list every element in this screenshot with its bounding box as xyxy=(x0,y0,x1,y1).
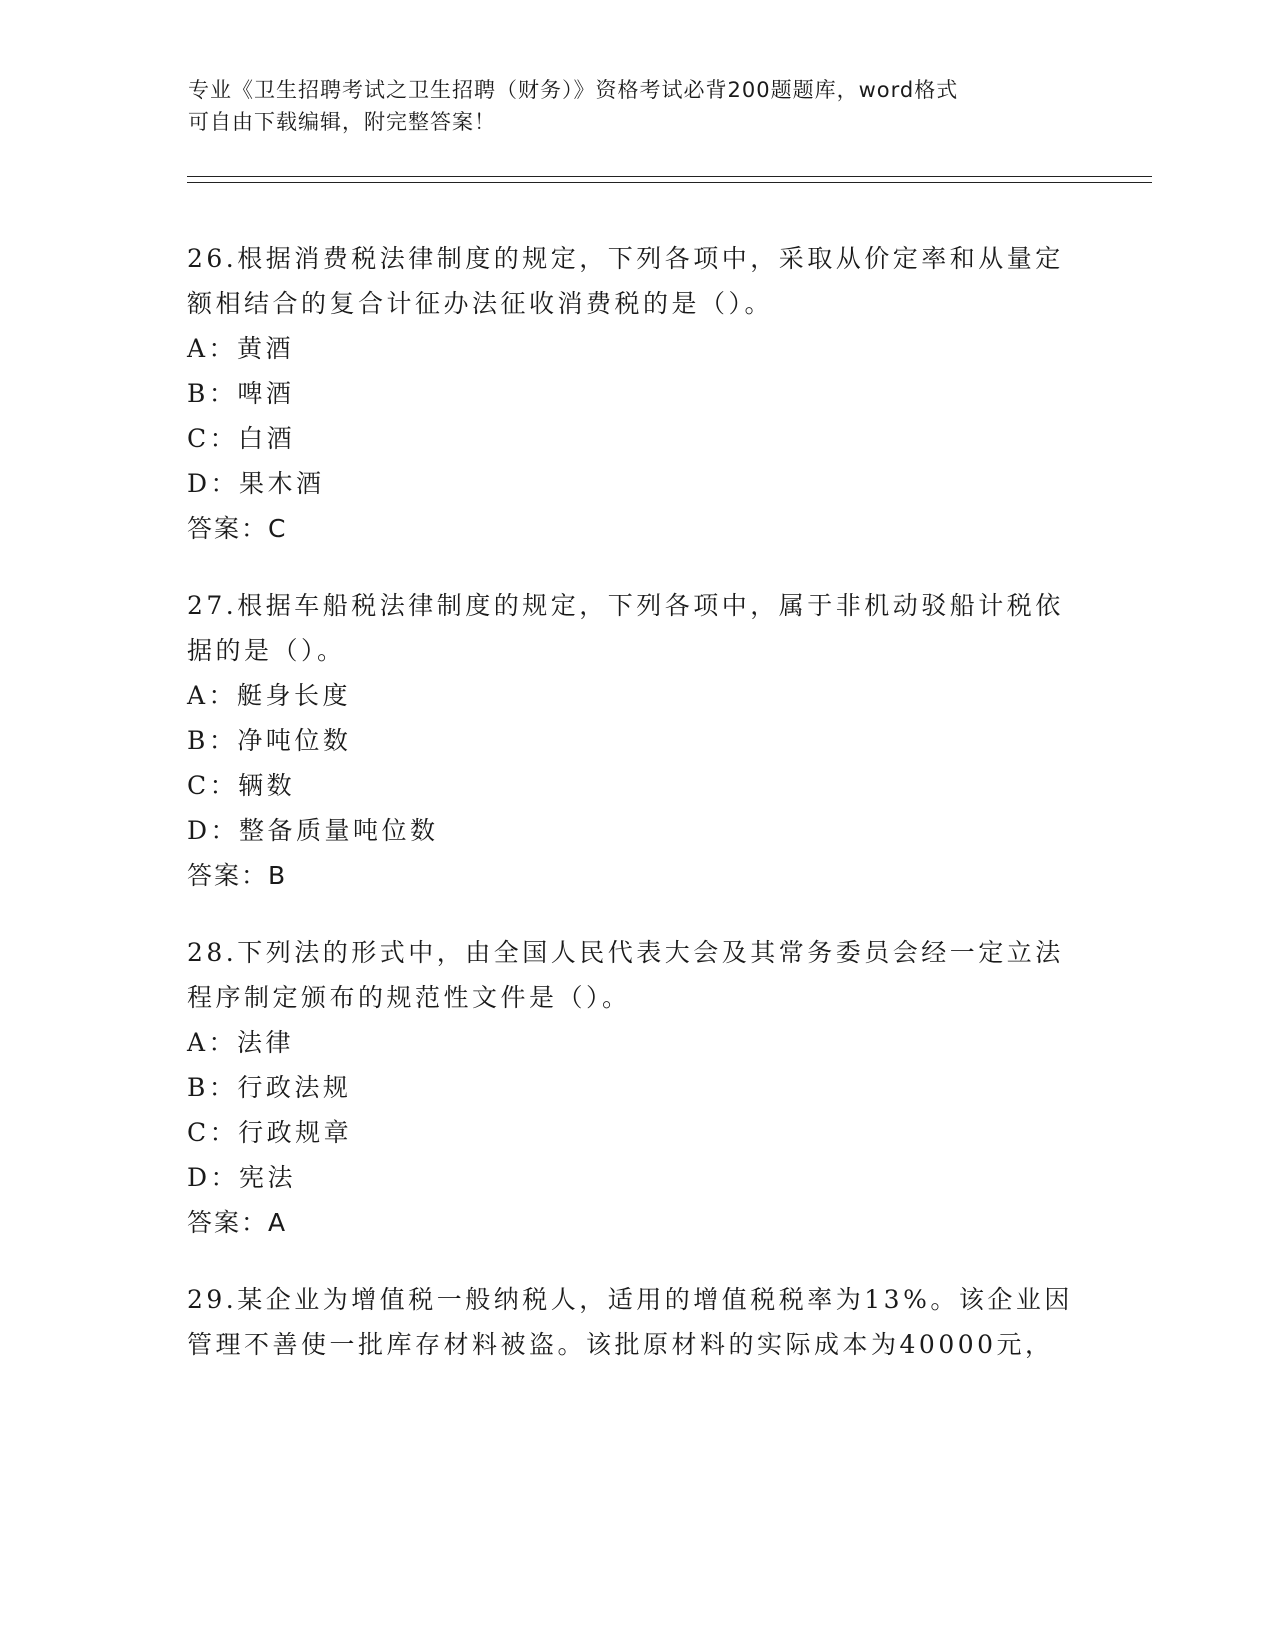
header-line-2: 可自由下载编辑，附完整答案！ xyxy=(188,110,496,134)
answer-line: 答案：B xyxy=(187,861,288,890)
option-b: B：啤酒 xyxy=(187,379,295,408)
option-a: A：法律 xyxy=(187,1028,295,1057)
header-line-1: 专业《卫生招聘考试之卫生招聘（财务）》资格考试必背200题题库，word格式 xyxy=(188,78,959,102)
question-text-line: 额相结合的复合计征办法征收消费税的是（）。 xyxy=(187,289,774,318)
question-27 xyxy=(187,583,1087,898)
header-divider-bottom xyxy=(187,182,1152,183)
option-a: A：黄酒 xyxy=(187,334,295,363)
question-text-line: 程序制定颁布的规范性文件是（）。 xyxy=(187,983,631,1012)
answer-line: 答案：C xyxy=(187,514,288,543)
option-c: C：辆数 xyxy=(187,771,296,800)
answer-line: 答案：A xyxy=(187,1208,288,1237)
question-list xyxy=(187,236,1087,1399)
question-text-line: 管理不善使一批库存材料被盗。该批原材料的实际成本为40000元， xyxy=(187,1330,1054,1359)
document-header xyxy=(188,74,1088,138)
option-b: B：行政法规 xyxy=(187,1073,352,1102)
header-divider-top xyxy=(187,176,1152,177)
question-text-line: 据的是（）。 xyxy=(187,636,346,665)
question-26 xyxy=(187,236,1087,551)
option-d: D：果木酒 xyxy=(187,469,325,498)
question-text-line: 27.根据车船税法律制度的规定，下列各项中，属于非机动驳船计税依 xyxy=(187,591,1064,620)
option-c: C：白酒 xyxy=(187,424,296,453)
question-text-line: 28.下列法的形式中，由全国人民代表大会及其常务委员会经一定立法 xyxy=(187,938,1064,967)
option-a: A：艇身长度 xyxy=(187,681,352,710)
option-b: B：净吨位数 xyxy=(187,726,352,755)
option-d: D：整备质量吨位数 xyxy=(187,816,439,845)
question-29 xyxy=(187,1277,1087,1367)
question-text-line: 29.某企业为增值税一般纳税人，适用的增值税税率为13%。该企业因 xyxy=(187,1285,1073,1314)
option-c: C：行政规章 xyxy=(187,1118,353,1147)
question-text-line: 26.根据消费税法律制度的规定，下列各项中，采取从价定率和从量定 xyxy=(187,244,1064,273)
question-28 xyxy=(187,930,1087,1245)
option-d: D：宪法 xyxy=(187,1163,297,1192)
